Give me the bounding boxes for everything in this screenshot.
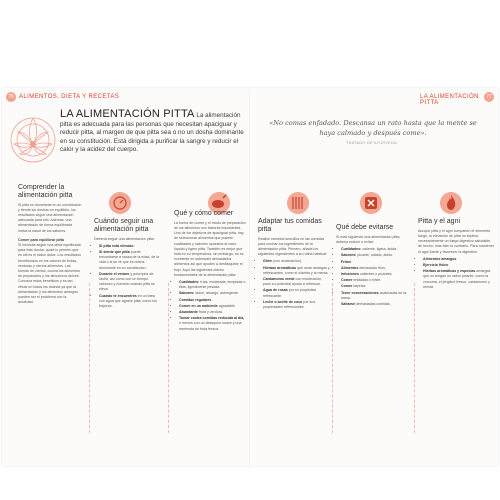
list-item: • Abundante fruta y verdura.	[179, 310, 246, 315]
list-item: • Cualidades: caliente, ligera, ácida.	[341, 247, 412, 252]
list-item: • Comidas regulares	[179, 298, 246, 303]
list-item: • Alimentos demasiado fríos.	[341, 266, 412, 271]
heading-what-how: Qué y cómo comer	[174, 210, 234, 217]
column-what-how	[174, 210, 246, 333]
text-what-how: La forma de comer y el modo de preparación de los alimentos son factores importantes. Uno de los objetivos de apaciguar pitta, hay de seleccionar alimentos que poseen cualidades y sabores opuestos al calor, líquido y ligero pitta. También es mejor que está en su temperatura, sin embargo, no es excelente en sobresalir demasiados alimentos así que ayuden a desbloquear el flujo. Aquí las siguientes claves fundamentales de la alimentación pitta:	[174, 220, 246, 277]
cross-icon	[360, 192, 382, 214]
list-item: • Comer en un ambiente agradable.	[179, 304, 246, 309]
column-adapt	[258, 218, 330, 311]
column-divider	[332, 283, 333, 433]
quote-source: TRATADO DE AYURVEDA	[346, 141, 397, 145]
list-item: • Cualidades: frías, moderada, templada o tibia, ligeramente pesada.	[179, 280, 246, 290]
text-balance: Si necesita seguir una dieta equilibrada para este dosha, quizá lo primero que es útil es el sabor dulce. Los resultados beneficiosos en los colores de frutas, verduras y ciertos alimentos. Las formas de ciertos, cocina los alimentos de preparados y los almuerzos dulces. Conozca estos beneficios y es tan eficaz en todos los doshas ya que la alimentación y los alimentos amargos pueden ser el problema con la ansiedad.	[18, 243, 81, 305]
intro-text: La alimentación pitta es adecuada para las personas que necesitan apaciguar y reducir pitta, al margen de que pitta sea o no un dosha dominante en su constitución. Está dirigida a purificar la sangre y reducir el calor y la acidez del cuerpo.	[60, 112, 244, 154]
list-when	[94, 244, 160, 309]
text-agni: Aunque pitta y el agni comparten el elemento fuego, la elevación de pitta no implica necesariamente un fuego digestivo saludable, de hecho, más bien lo contrario. Para mantener el agni fuerte y favorecer la digestión:	[418, 228, 494, 254]
heading-agni: Pitta y el agni	[418, 218, 461, 225]
heading-avoid: Qué debe evitarse	[336, 224, 394, 231]
gauge-icon	[109, 192, 131, 214]
list-adapt	[258, 259, 330, 310]
left-page	[2, 88, 250, 466]
column-understand	[18, 184, 82, 305]
list-item: • Cuando te encuentres en un área con agua que agrave pitta, como los trópicos.	[99, 294, 160, 310]
list-item: • Tomar costra comidas reducida al día, o menos con un desayuno suave y una merienda de fruta fresca.	[179, 316, 246, 332]
list-item: • Sabores: dulce, amargo, astringente.	[179, 291, 246, 296]
text-when-intro: Debería seguir una alimentación pitta:	[94, 236, 155, 241]
intro-title: LA ALIMENTACIÓN PITTA	[60, 108, 195, 120]
flame-icon	[440, 192, 462, 214]
list-item: • Hierbas aromáticas que sean amargas y refrescantes, como el cilantro y la menta.	[263, 266, 330, 276]
list-item: • Sabores: picante, salado, ácido.	[341, 253, 412, 258]
text-adapt: Realice cambios sencillos en las comidas para cocinar los ingredientes de la alimentación pitta. Primero, añada los siguientes ingredientes a su rutina habitual:	[258, 236, 328, 257]
list-agni	[418, 257, 494, 290]
column-divider	[89, 283, 90, 433]
list-what-how	[174, 280, 246, 332]
intro-block	[60, 110, 248, 155]
list-item: • Hierbas aromáticas y especias amargas que no tengan un sabor picante, como la cúrcuma, el jengibre fresco, cardamomo y menta.	[423, 269, 494, 290]
list-item: • Saltarse demasiadas comidas.	[341, 302, 412, 307]
list-item: • Alimentos amargos	[423, 257, 494, 262]
text-avoid-intro: Si está siguiendo una alimentación pitta, debería reducir o evitar:	[336, 234, 401, 244]
column-divider	[414, 283, 415, 433]
page-number-right: 77	[484, 92, 494, 102]
list-item: • Comer deprisa.	[341, 284, 412, 289]
heading-adapt: Adaptar tus comidas pitta	[258, 218, 322, 233]
heading-understand: Comprender la alimentación pitta	[18, 184, 73, 199]
list-item: • Fritos	[341, 260, 412, 265]
list-item: • Agua de rosas por su propiedad refrescante.	[263, 288, 330, 298]
list-item: • Si pitta está elevado.	[99, 244, 160, 249]
utensils-icon	[287, 192, 309, 214]
list-item: • Si siente que pitta puede encontrarse a causa de la edad, de la vida o si se ve que es dosha dominante en su constitución.	[99, 250, 160, 271]
list-item: • Infusiones calientes o picantes.	[341, 272, 412, 277]
list-item: • Ghee (con moderación).	[263, 259, 330, 264]
lotus-mandala-icon	[8, 110, 58, 170]
list-item: • Ejercicio físico	[423, 263, 494, 268]
text-understand: Si pitta es dominante en su constitución y tiende los doshas en equilibrio, los resultados seguir una alimentación adecuada para ello. Además, una alimentación de forma equilibrada indica la salud de los sabores.	[18, 202, 82, 233]
list-item: • Tener conversaciones acaloradas en la mesa.	[341, 291, 412, 301]
column-agni	[418, 218, 494, 291]
column-divider	[168, 283, 169, 433]
heading-when: Cuándo seguir una alimentación pitta	[94, 218, 154, 233]
right-page	[250, 88, 498, 466]
page-number-left: 76	[6, 92, 16, 102]
list-item: • Comer enfadado o triste.	[341, 278, 412, 283]
running-head-right: LA ALIMENTACIÓN PITTA	[420, 94, 479, 106]
subheading-balance: Comer para equilibrar pitta	[18, 237, 64, 242]
list-item: • Cardamomo verde con moderación, pues su potencial ayuda a refrescar.	[263, 277, 330, 287]
running-head-left: ALIMENTOS, DIETA Y RECETAS	[19, 94, 120, 100]
list-item: • Leche o aceite de coco por sus propiedades refrescantes.	[263, 300, 330, 310]
list-avoid	[336, 247, 412, 307]
column-avoid	[336, 224, 412, 308]
column-when	[94, 218, 160, 310]
list-item: • Durante el verano y principios de otoño, así como con un tiempo caluroso y húmedo cuando pitta se eleva.	[99, 272, 160, 293]
quote-text: «No comas enfadado. Descansa un rato hasta que la mente se haya calmado y después come».	[269, 119, 477, 137]
